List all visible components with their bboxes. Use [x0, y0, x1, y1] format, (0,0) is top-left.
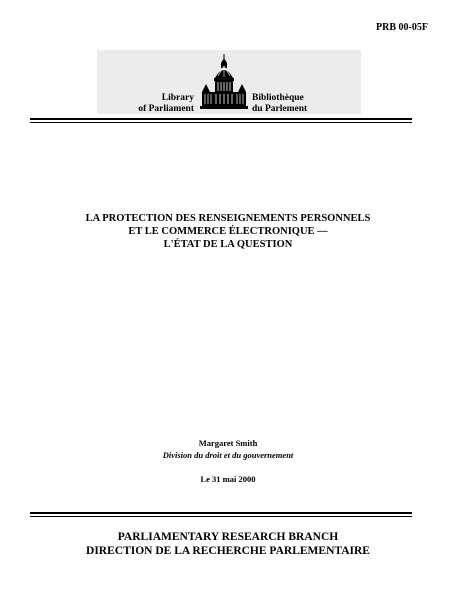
footer-rule-thick: [30, 512, 412, 514]
research-branch: [0, 531, 456, 558]
logo-french-text: [252, 93, 307, 114]
branch-french: DIRECTION DE LA RECHERCHE PARLEMENTAIRE: [86, 544, 370, 557]
title-line1: LA PROTECTION DES RENSEIGNEMENTS PERSONNELS: [85, 213, 371, 224]
logo-french-line2: du Parlement: [252, 103, 308, 114]
logo-english-line2: of Parliament: [138, 103, 194, 114]
document-number: PRB 00-05F: [376, 22, 428, 33]
library-of-parliament-logo: [0, 50, 456, 114]
logo-english-line1: Library: [161, 93, 194, 103]
library-building-icon: [200, 54, 248, 110]
author-block: [0, 437, 456, 485]
document-title: [0, 212, 456, 251]
header-rule-thick: [30, 118, 412, 120]
logo-french-line1: Bibliothèque: [252, 93, 304, 103]
logo-english-text: [138, 93, 194, 114]
title-line2: ET LE COMMERCE ÉLECTRONIQUE —: [128, 226, 328, 237]
publication-date: Le 31 mai 2000: [200, 474, 256, 484]
branch-english: PARLIAMENTARY RESEARCH BRANCH: [117, 531, 339, 543]
title-line3: L'ÉTAT DE LA QUESTION: [163, 239, 293, 250]
header-rule-thin: [30, 122, 412, 123]
author-name: Margaret Smith: [198, 438, 258, 448]
footer-rule-thin: [30, 516, 412, 517]
author-division: Division du droit et du gouvernement: [162, 450, 294, 460]
